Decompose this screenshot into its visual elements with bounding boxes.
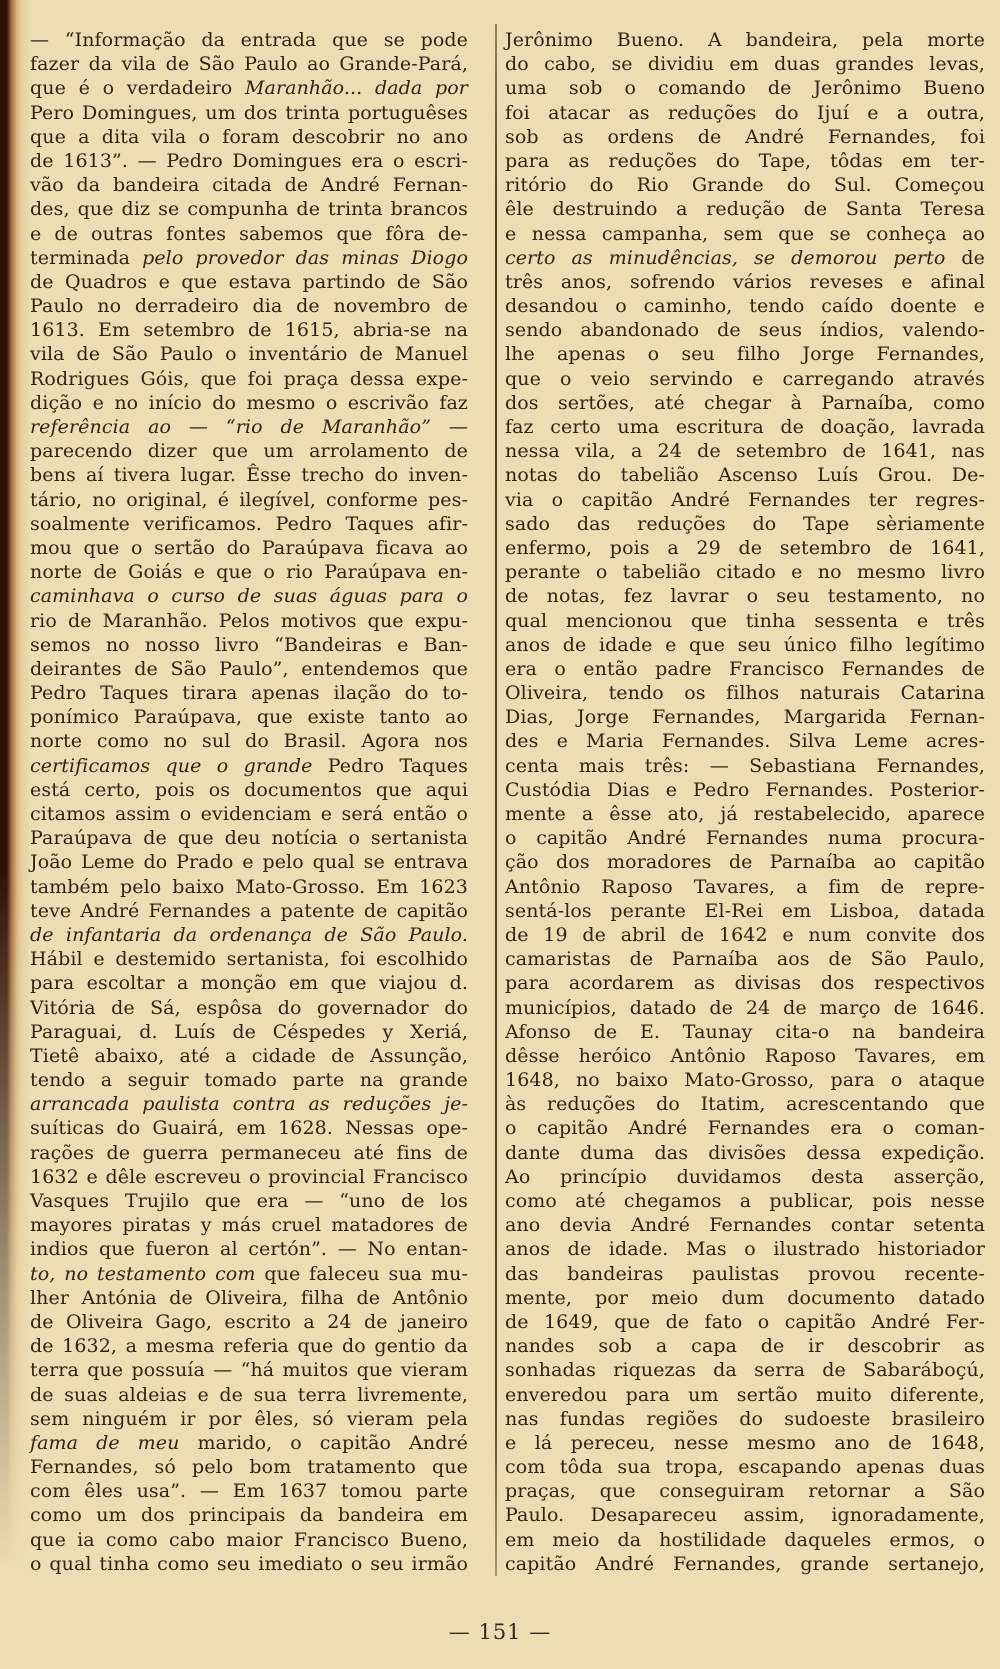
text-line: de 1649, que de fato o capitão André Fer- [505, 1310, 985, 1333]
text-line: mente a êsse ato, já restabelecido, aparece [505, 803, 985, 825]
text-line: com tôda sua tropa, escapando apenas duas [505, 1456, 985, 1479]
text-line: praças, que conseguiram retornar a São [505, 1480, 985, 1503]
text-line: de 1632, a mesma referia que do gentio da [30, 1335, 468, 1358]
text-line: Afonso de E. Taunay cita-o na bandeira [505, 1020, 985, 1043]
text-line: das bandeiras paulistas provou recente- [505, 1262, 985, 1285]
text-line: fama de meu marido, o capitão André [30, 1431, 469, 1454]
text-line: norte como no sul do Brasil. Agora nos [30, 730, 468, 753]
text-line: Vitória de Sá, espôsa do governador do [30, 996, 468, 1019]
text-line: de infantaria da ordenança de São Paulo. [30, 923, 468, 946]
text-line: de 1613”. — Pedro Domingues era o escri- [30, 149, 468, 172]
text-line: ano devia André Fernandes contar setenta [505, 1214, 985, 1237]
text-line: to, no testamento com que faleceu sua mu- [30, 1262, 468, 1285]
text-line: como até chegamos a publicar, pois nesse [505, 1190, 985, 1212]
text-line: sob as ordens de André Fernandes, foi [505, 125, 985, 148]
text-line: para escoltar a monção em que viajou d. [30, 972, 468, 995]
text-line: capitão André Fernandes, grande sertanejo, [505, 1552, 985, 1575]
text-line: Oliveira, tendo os filhos naturais Catarina [505, 682, 985, 705]
text-line: sem ninguém ir por êles, só vieram pela [30, 1407, 468, 1430]
text-line: Jerônimo Bueno. A bandeira, pela morte [505, 29, 985, 51]
text-line: ção dos moradores de Parnaíba ao capitão [505, 851, 985, 874]
text-line: rio de Maranhão. Pelos motivos que expu- [30, 609, 468, 632]
text-line: Paraúpava de que deu notícia o sertanista [30, 827, 468, 850]
text-line: ponímico Paraúpava, que existe tanto ao [30, 706, 468, 729]
page-edge-shadow [0, 0, 30, 1669]
text-line: dos sertões, até chegar à Parnaíba, como [505, 391, 985, 414]
text-line: Pero Domingues, um dos trinta portuguêses [30, 101, 468, 124]
text-line: fazer da vila de São Paulo ao Grande-Pará, [30, 53, 468, 76]
text-line: ritório do Rio Grande do Sul. Começou [505, 174, 985, 197]
text-line: vão da bandeira citada de André Fernan- [30, 174, 468, 197]
text-line: nas fundas regiões do sudoeste brasileiro [505, 1407, 985, 1430]
text-line: para as reduções do Tape, tôdas em ter- [505, 149, 985, 172]
text-line: Pedro Taques tirara apenas ilação do to- [30, 682, 468, 705]
text-line: des, que diz se compunha de trinta brancos [30, 198, 468, 221]
text-line: certificamos que o grande Pedro Taques [30, 754, 468, 777]
text-line: qual mencionou que tinha sessenta e três [505, 609, 985, 632]
text-line: Tietê abaixo, até a cidade de Assunção, [30, 1044, 468, 1067]
text-line: foi atacar as reduções do Ijuí e a outra, [505, 101, 985, 124]
text-line: caminhava o curso de suas águas para o [30, 585, 468, 608]
text-line: des e Maria Fernandes. Silva Leme acres- [505, 730, 985, 753]
text-line: que ia como cabo maior Francisco Bueno, [30, 1528, 468, 1551]
text-line: três anos, sofrendo vários reveses e afinal [505, 270, 985, 293]
text-line: anos de idade. Mas o ilustrado historiador [505, 1238, 985, 1261]
text-line: 1648, no baixo Mato-Grosso, para o ataque [505, 1069, 985, 1092]
text-line: que a dita vila o foram descobrir no ano [30, 125, 468, 148]
text-line: sentá-los perante El-Rei em Lisboa, datada [505, 899, 985, 922]
text-line: parecendo dizer que um arrolamento de [30, 440, 468, 463]
text-line: o capitão André Fernandes era o coman- [505, 1117, 985, 1140]
text-line: do cabo, se dividiu em duas grandes levas, [505, 53, 985, 76]
text-line: Fernandes, só pelo bom tratamento que [30, 1456, 468, 1479]
text-line: rações de guerra permaneceu até fins de [30, 1141, 468, 1164]
text-line: enfermo, pois a 29 de setembro de 1641, [505, 536, 985, 559]
text-line: citamos assim o evidenciam e será então o [30, 803, 468, 825]
text-line: — “Informação da entrada que se pode [30, 29, 468, 51]
text-line: também pelo baixo Mato-Grosso. Em 1623 [30, 875, 468, 898]
right-column [505, 28, 985, 1576]
text-line: enveredou para um sertão muito diferente, [505, 1383, 985, 1406]
text-line: o qual tinha como seu imediato o seu irmão [30, 1552, 468, 1575]
text-line: e de outras fontes sabemos que fôra de- [30, 222, 468, 245]
text-line: municípios, datado de 24 de março de 1646. [505, 996, 985, 1019]
text-line: indios que fueron al certón”. — No entan- [30, 1238, 468, 1261]
text-line: Hábil e destemido sertanista, foi escolhido [30, 948, 468, 971]
text-line: lher Antónia de Oliveira, filha de Antônio [30, 1286, 468, 1309]
text-line: faz certo uma escritura de doação, lavrada [505, 416, 985, 438]
text-line: referência ao — “rio de Maranhão” — [30, 416, 468, 438]
text-line: suíticas do Guairá, em 1628. Nessas ope- [30, 1117, 468, 1140]
text-line: soalmente verificamos. Pedro Taques afir- [30, 512, 468, 535]
text-line: Dias, Jorge Fernandes, Margarida Fernan- [505, 706, 985, 729]
text-line: que o veio servindo e carregando através [505, 367, 985, 390]
text-line: está certo, pois os documentos que aqui [30, 778, 468, 801]
text-line: lhe apenas o seu filho Jorge Fernandes, [505, 343, 985, 366]
text-line: dante duma das divisões dessa expedição. [505, 1141, 985, 1164]
text-line: como um dos principais da bandeira em [30, 1504, 468, 1527]
text-line: semos no nosso livro “Bandeiras e Ban- [30, 633, 468, 656]
text-line: 1613. Em setembro de 1615, abria-se na [30, 319, 468, 342]
text-line: vila de São Paulo o inventário de Manuel [30, 343, 468, 366]
text-line: camaristas de Parnaíba aos de São Paulo, [505, 948, 985, 971]
left-column [30, 28, 468, 1576]
text-line: anos de idade e que seu único filho legítimo [505, 633, 985, 656]
text-line: Custódia Dias e Pedro Fernandes. Posterior- [505, 778, 985, 801]
text-line: arrancada paulista contra as reduções je- [30, 1093, 468, 1116]
text-line: centa mais três: — Sebastiana Fernandes, [505, 754, 985, 777]
text-line: 1632 e dêle escreveu o provincial Francisco [30, 1165, 468, 1188]
text-line: que é o verdadeiro Maranhão... dada por [30, 77, 468, 100]
text-line: em meio da hostilidade daqueles ermos, o [505, 1528, 985, 1551]
text-line: desandou o caminho, tendo caído doente e [505, 295, 985, 318]
text-line: tário, no original, é ilegível, conforme pes- [30, 488, 468, 511]
text-line: mente, por meio dum documento datado [505, 1286, 985, 1309]
text-line: às reduções do Itatim, acrescentando que [505, 1093, 985, 1116]
text-line: tendo a seguir tomado parte na grande [30, 1069, 468, 1092]
text-line: de Quadros e que estava partindo de São [30, 270, 468, 293]
column-divider-rule [495, 24, 497, 1576]
text-line: terminada pelo provedor das minas Diogo [30, 246, 469, 269]
text-line: êle destruindo a redução de Santa Teresa [505, 198, 985, 221]
text-line: e nessa campanha, sem que se conheça ao [505, 222, 985, 245]
text-line: norte de Goiás e que o rio Paraúpava en- [30, 561, 468, 584]
text-line: perante o tabelião citado e no mesmo livro [505, 561, 985, 584]
text-line: notas do tabelião Ascenso Luís Grou. De- [505, 464, 985, 487]
text-line: de notas, fez lavrar o seu testamento, no [505, 585, 985, 608]
text-line: bens aí tivera lugar. Êsse trecho do inven- [30, 464, 468, 487]
text-line: de suas aldeias e de sua terra livremente, [30, 1383, 468, 1406]
text-line: e lá pereceu, nesse mesmo ano de 1648, [505, 1431, 985, 1454]
text-line: com êles usa”. — Em 1637 tomou parte [30, 1480, 468, 1503]
text-line: João Leme do Prado e pelo qual se entrava [30, 851, 468, 874]
text-line: Rodrigues Góis, que foi praça dessa expe- [30, 367, 468, 390]
text-line: Paulo no derradeiro dia de novembro de [30, 295, 468, 318]
text-line: Paraguai, d. Luís de Céspedes y Xeriá, [30, 1020, 468, 1043]
text-line: nessa vila, a 24 de setembro de 1641, nas [505, 440, 985, 463]
page-number: — 151 — [448, 1620, 552, 1644]
text-line: o capitão André Fernandes numa procura- [505, 827, 985, 850]
text-line: teve André Fernandes a patente de capitão [30, 899, 468, 922]
text-line: via o capitão André Fernandes ter regres- [505, 488, 985, 511]
text-line: dêsse heróico Antônio Raposo Tavares, em [505, 1044, 985, 1067]
text-line: nandes sob a capa de ir descobrir as [505, 1335, 985, 1358]
text-line: Ao princípio duvidamos desta asserção, [505, 1165, 985, 1188]
text-line: de 19 de abril de 1642 e num convite dos [505, 923, 985, 946]
text-line: sado das reduções do Tape sèriamente [505, 512, 985, 535]
text-line: Vasques Trujilo que era — “uno de los [30, 1190, 468, 1212]
text-line: terra que possuía — “há muitos que vieram [30, 1359, 468, 1382]
text-line: para acordarem as divisas dos respectivos [505, 972, 985, 995]
text-line: deirantes de São Paulo”, entendemos que [30, 657, 468, 680]
text-line: sendo abandonado de seus índios, valendo- [505, 319, 985, 342]
text-line: certo as minudências, se demorou perto de [505, 246, 986, 269]
text-line: Paulo. Desapareceu assim, ignoradamente, [505, 1504, 985, 1527]
text-line: mou que o sertão do Paraúpava ficava ao [30, 536, 468, 559]
text-line: sonhadas riquezas da serra de Sabaráboçú, [505, 1359, 985, 1382]
text-line: Antônio Raposo Tavares, a fim de repre- [505, 875, 985, 898]
text-line: mayores piratas y más cruel matadores de [30, 1214, 468, 1237]
text-line: uma sob o comando de Jerônimo Bueno [505, 77, 985, 100]
text-line: era o então padre Francisco Fernandes de [505, 657, 985, 680]
text-line: de Oliveira Gago, escrito a 24 de janeiro [30, 1310, 468, 1333]
text-line: dição e no início do mesmo o escrivão faz [30, 391, 468, 414]
